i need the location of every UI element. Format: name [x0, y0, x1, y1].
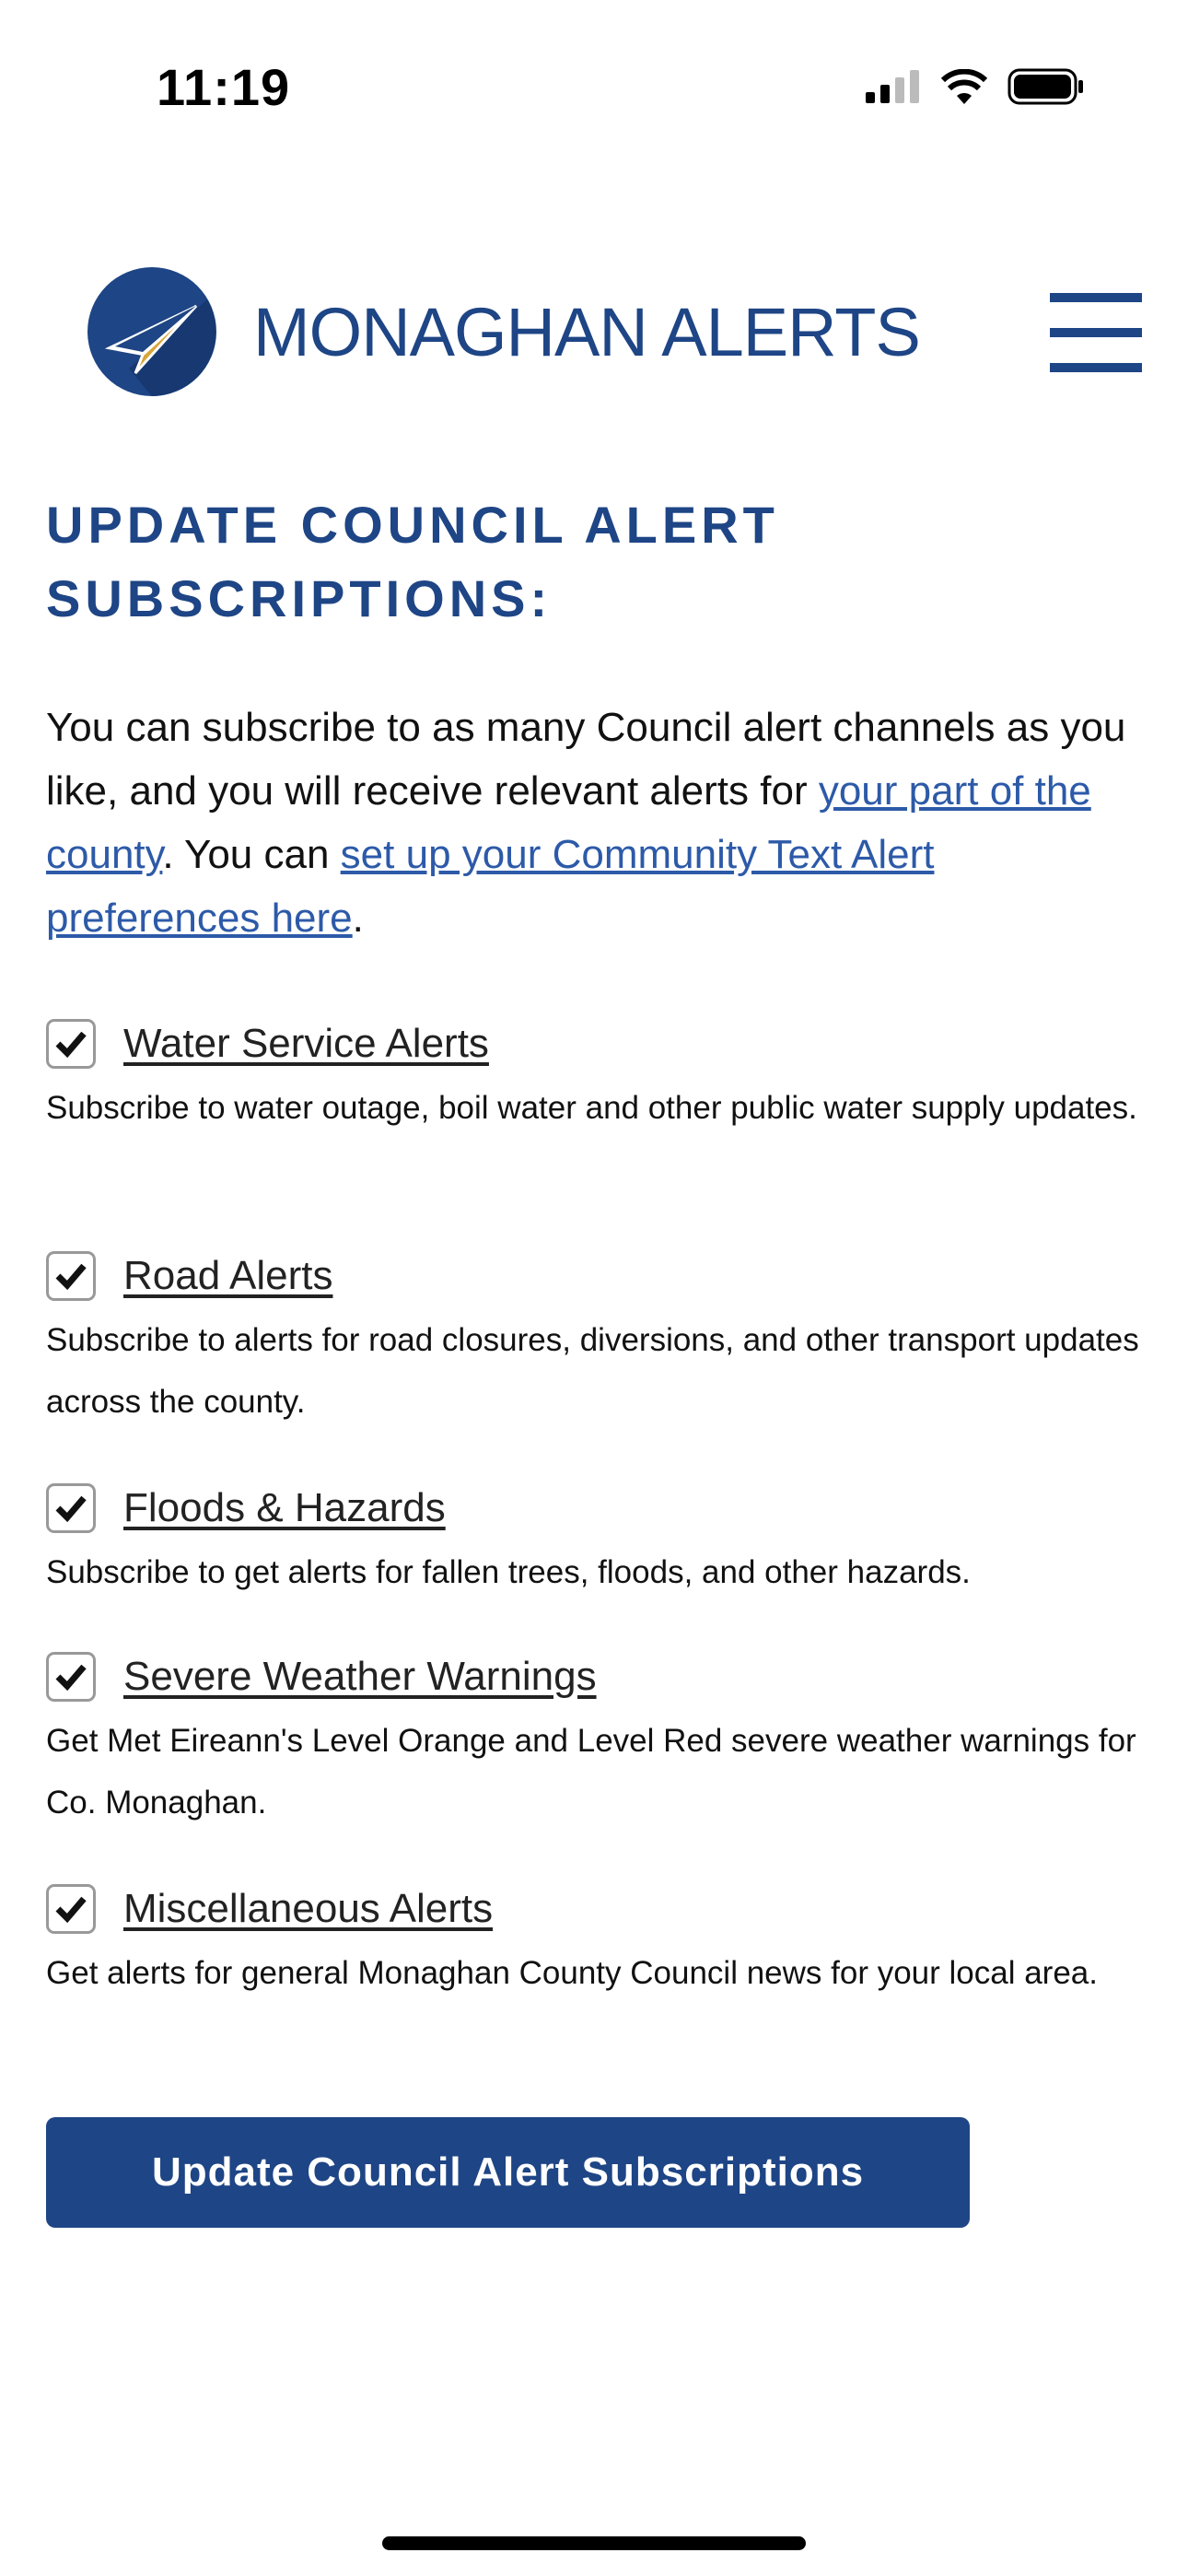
water-checkbox[interactable]: [46, 1019, 96, 1069]
hamburger-icon[interactable]: [1050, 293, 1142, 372]
road-checkbox[interactable]: [46, 1251, 96, 1301]
subscription-road: [46, 1248, 1151, 1433]
checkmark-icon: [55, 1895, 87, 1923]
checkmark-icon: [55, 1663, 87, 1691]
site-title[interactable]: MONAGHAN ALERTS: [253, 294, 920, 370]
misc-label[interactable]: Miscellaneous Alerts: [123, 1886, 494, 1931]
misc-desc: Get alerts for general Monaghan County Council news for your local area.: [46, 1955, 1098, 1991]
paper-plane-logo[interactable]: [87, 267, 216, 396]
misc-checkbox[interactable]: [46, 1884, 96, 1934]
road-desc: Subscribe to alerts for road closures, diversions, and other transport updates across the county.: [46, 1322, 1139, 1420]
status-icons: [866, 68, 1085, 105]
checkmark-icon: [55, 1494, 87, 1522]
checkmark-icon: [55, 1030, 87, 1058]
subscription-misc: [46, 1881, 1151, 2004]
weather-desc: Get Met Eireann's Level Orange and Level Red severe weather warnings for Co. Monaghan.: [46, 1723, 1136, 1821]
status-time: 11:19: [157, 58, 291, 116]
wifi-icon: [941, 69, 987, 104]
checkmark-icon: [55, 1262, 87, 1290]
subscription-water: [46, 1016, 1151, 1139]
intro-text: [46, 696, 1151, 950]
intro-text-3: .: [352, 896, 364, 941]
subscription-floods: [46, 1481, 1151, 1603]
page-heading: UPDATE COUNCIL ALERT SUBSCRIPTIONS:: [46, 496, 779, 627]
update-subscriptions-button[interactable]: Update Council Alert Subscriptions: [46, 2117, 970, 2228]
floods-desc: Subscribe to get alerts for fallen trees, floods, and other hazards.: [46, 1554, 971, 1590]
floods-label[interactable]: Floods & Hazards: [123, 1485, 446, 1530]
community-text-alert-link[interactable]: set up your Community Text Alert preferences here: [46, 832, 935, 941]
battery-icon: [1007, 68, 1085, 105]
floods-checkbox[interactable]: [46, 1483, 96, 1533]
signal-icon: [866, 70, 921, 103]
weather-label[interactable]: Severe Weather Warnings: [123, 1654, 597, 1699]
home-indicator[interactable]: [382, 2536, 806, 2550]
county-area-link[interactable]: your part of the county: [46, 768, 1091, 877]
intro-text-1: You can subscribe to as many Council alert channels as you like, and you will receive relevant alerts for: [46, 705, 1126, 814]
intro-text-2: . You can: [162, 832, 341, 877]
road-label[interactable]: Road Alerts: [123, 1253, 333, 1298]
water-desc: Subscribe to water outage, boil water and other public water supply updates.: [46, 1090, 1137, 1126]
water-label[interactable]: Water Service Alerts: [123, 1021, 489, 1066]
subscription-weather: [46, 1649, 1151, 1833]
weather-checkbox[interactable]: [46, 1652, 96, 1702]
